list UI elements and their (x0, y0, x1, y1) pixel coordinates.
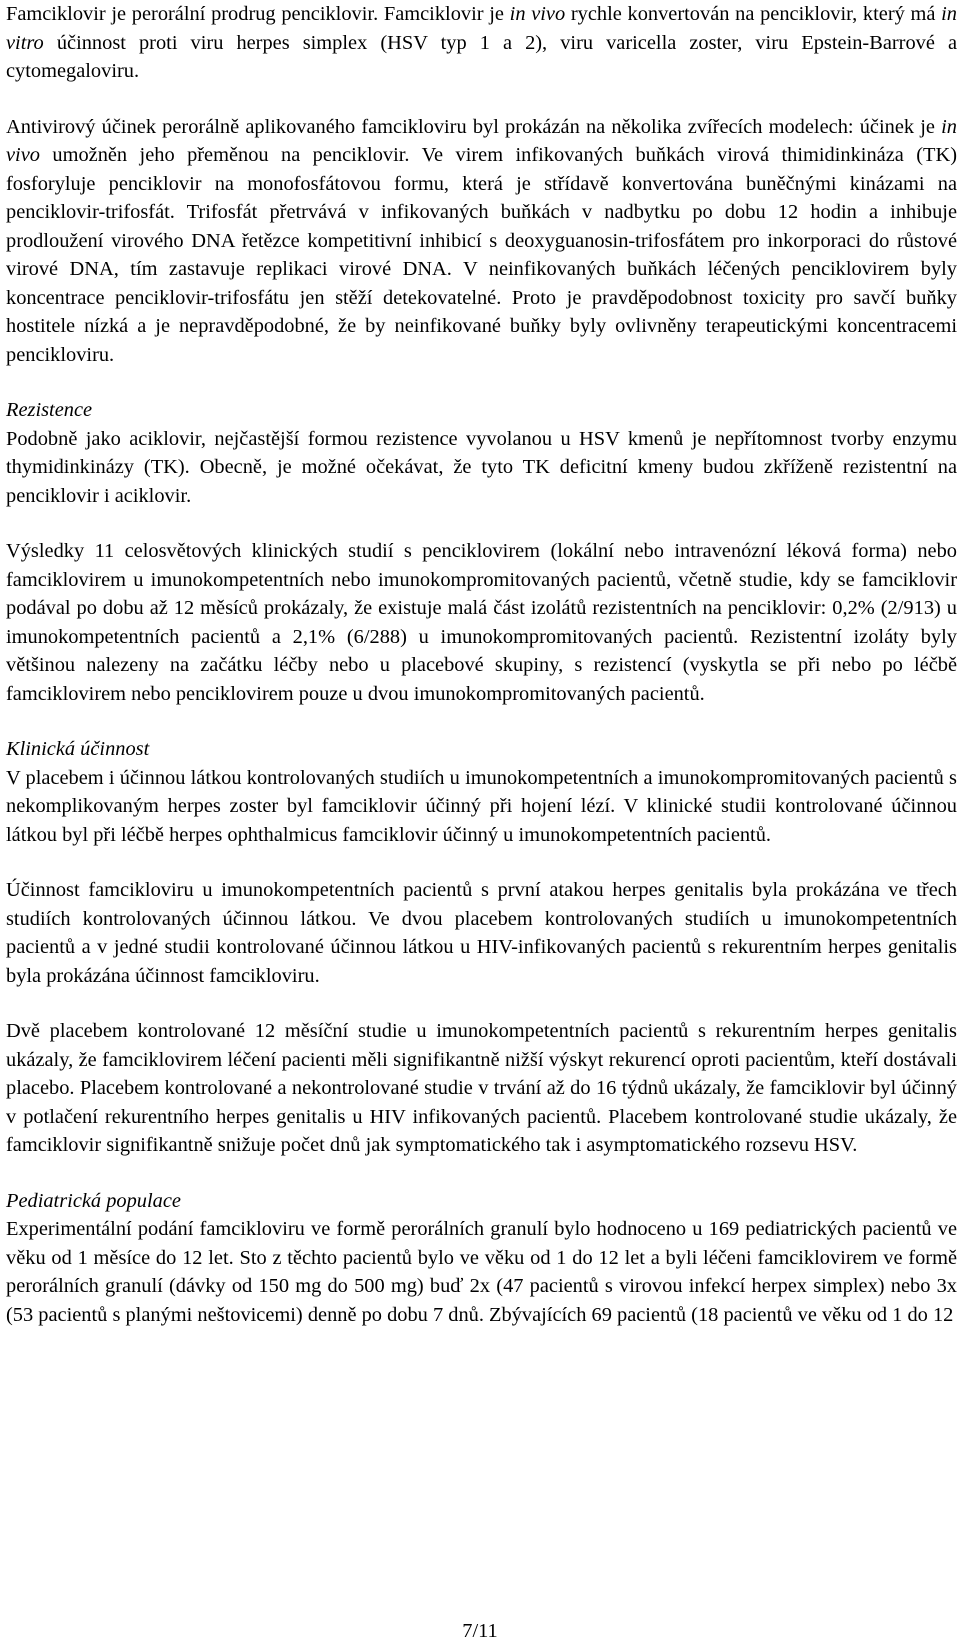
paragraph-rezistence-1: Podobně jako aciklovir, nejčastější formou rezistence vyvolanou u HSV kmenů je nepřítomnost tvorby enzymu thymidinkinázy (TK). Obecně, je možné očekávat, že tyto TK deficitní kmeny budou zkříženě rezistentní na penciklovir i aciklovir. (6, 427, 957, 507)
paragraph-rezistence-2: Výsledky 11 celosvětových klinických studií s penciklovirem (lokální nebo intravenózní léková forma) nebo famciklovirem u imunokompetentních nebo imunokompromitovaných pacientů, včetně studie, kdy se famciklovir podával po dobu až 12 měsíců prokázaly, že existuje malá část izolátů rezistentních na penciklovir: 0,2% (2/913) u imunokompetentních pacientů a 2,1% (6/288) u imunokompromitovaných pacientů. Rezistentní izoláty byly většinou nalezeny na začátku léčby nebo u placebové skupiny, s rezistencí (vyskytla se při nebo po léčbě famciklovirem nebo penciklovirem pouze u dvou imunokompromitovaných pacientů. (6, 540, 957, 705)
page-number: 7/11 (462, 1620, 498, 1642)
section-heading-rezistence: Rezistence (6, 399, 93, 421)
text-run: Famciklovir je perorální prodrug penciklovir. (6, 3, 379, 25)
section-heading-klinicka-ucinnost: Klinická účinnost (6, 738, 150, 760)
text-run: Antivirový účinek perorálně aplikovaného famcikloviru byl prokázán na několika zvířecích modelech: účinek je (6, 115, 942, 138)
paragraph-klinicka-1: V placebem i účinnou látkou kontrolovaných studiích u imunokompetentních a imunokompromitovaných pacientů s nekomplikovaným herpes zoster byl famciklovir účinný při hojení lézí. V klinické studii kontrolované účinnou látkou byl při léčbě herpes ophthalmicus famciklovir účinný u imunokompetentních pacientů. (6, 766, 957, 846)
paragraph-mechanism-intro (6, 0, 957, 86)
paragraph-antiviral-effect (6, 113, 957, 370)
paragraph-klinicka-2: Účinnost famcikloviru u imunokompetentních pacientů s první atakou herpes genitalis byla prokázána ve třech studiích kontrolovaných účinnou látkou. Ve dvou placebem kontrolovaných studiích u imunokompetentních pacientů a v jedné studii kontrolované účinnou látkou u HIV-infikovaných pacientů s rekurentním herpes genitalis byla prokázána účinnost famcikloviru. (6, 879, 957, 987)
italic-term: in vivo (509, 3, 566, 25)
section-heading-pediatricka-populace: Pediatrická populace (6, 1189, 181, 1212)
paragraph-pediatricka-1: Experimentální podání famcikloviru ve formě perorálních granulí bylo hodnoceno u 169 pediatrických pacientů ve věku od 1 měsíce do 12 let. Sto z těchto pacientů bylo ve věku od 1 do 12 let a byli léčeni famciklovirem ve formě perorálních granulí (dávky od 150 mg do 500 mg) buď 2x (47 pacientů s virovou infekcí herpex simplex) nebo 3x (53 pacientů s planými neštovicemi) denně po dobu 7 dnů. Zbývajících 69 pacientů (18 pacientů ve věku od 1 do 12 (6, 1218, 957, 1326)
italic-term: in vivo (6, 115, 957, 166)
text-run: umožněn jeho přeměnou na penciklovir. (39, 144, 410, 166)
text-run: Ve virem infikovaných buňkách virová thimidinkináza (TK) fosforyluje penciklovir na monofosfátovou formu, která je střídavě konvertována buněčnými kinázami na penciklovir-trifosfát. Trifosfát přetrvává v infikovaných buňkách v nadbytku po dobu 12 hodin a inhibuje prodloužení virového DNA řetězce kompetitivní inhibicí s deoxyguanosin-trifosfátem pro inkorporaci do růstové virové DNA, tím zastavuje replikaci virové DNA. V neinfikovaných buňkách léčených penciklovirem byly koncentrace penciklovir-trifosfátu jen stěží detekovatelné. Proto je pravděpodobnost toxicity pro savčí buňky hostitele nízká a je nepravděpodobné, že by neinfikované buňky byly ovlivněny terapeutickými koncentracemi pencikloviru. (6, 144, 957, 366)
italic-term: in vitro (6, 3, 957, 54)
paragraph-klinicka-3: Dvě placebem kontrolované 12 měsíční studie u imunokompetentních pacientů s rekurentním herpes genitalis ukázaly, že famciklovirem léčení pacienti měli signifikantně nižší výskyt rekurencí oproti pacientům, kteří dostávali placebo. Placebem kontrolované a nekontrolované studie v trvání až do 16 týdnů ukázaly, že famciklovir byl účinný v potlačení rekurentního herpes genitalis u HIV infikovaných pacientů. Placebem kontrolované studie ukázaly, že famciklovir signifikantně snižuje počet dnů jak symptomatického tak i asymptomatického rozsevu HSV. (6, 1020, 957, 1156)
document-page (6, 0, 957, 1329)
text-run: účinnost proti viru herpes simplex (HSV typ 1 a 2), viru varicella zoster, viru Epstein-Barrové a cytomegaloviru. (6, 31, 957, 82)
text-run: Famciklovir je (378, 3, 510, 25)
text-run: rychle konvertován na penciklovir, který má (565, 3, 942, 25)
